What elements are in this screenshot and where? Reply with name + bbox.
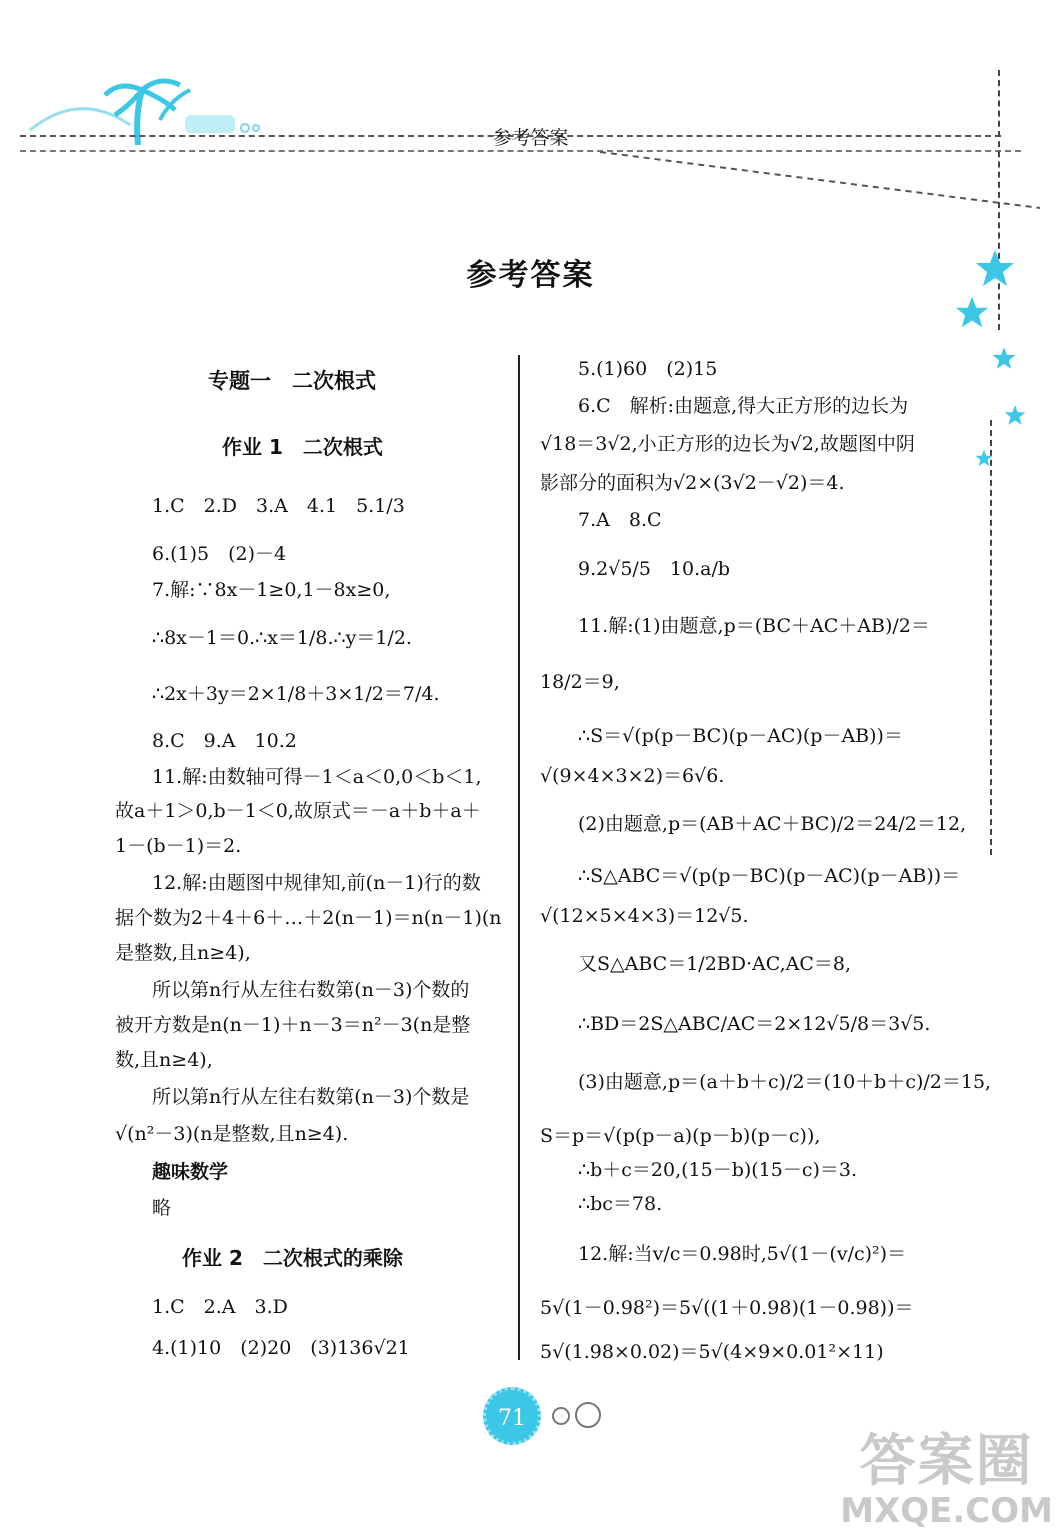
answer-line: 12.解:由题图中规律知,前(n－1)行的数 (152, 872, 481, 894)
answer-line: 数,且n≥4), (115, 1049, 213, 1071)
page-title: 参考答案 (466, 258, 595, 293)
homework-heading: 作业 2 二次根式的乘除 (182, 1246, 403, 1270)
header-diagonal-rule (600, 150, 1040, 210)
watermark-url: MXQE.COM (840, 1491, 1053, 1531)
answer-line: 又S△ABC＝1/2BD·AC,AC＝8, (578, 953, 852, 975)
answer-line: √(12×5×4×3)＝12√5. (540, 905, 749, 927)
answer-line: 18/2＝9, (540, 671, 620, 693)
answer-line: 影部分的面积为√2×(3√2－√2)＝4. (540, 472, 845, 494)
answer-line: 5√(1－0.98²)＝5√((1＋0.98)(1－0.98))＝ (540, 1297, 914, 1319)
answer-line: 12.解:当v/c＝0.98时,5√(1－(v/c)²)＝ (578, 1243, 907, 1265)
answer-line: (3)由题意,p＝(a＋b＋c)/2＝(10＋b＋c)/2＝15, (578, 1071, 992, 1093)
answer-line: 所以第n行从左往右数第(n－3)个数是 (152, 1086, 470, 1108)
answer-line: 5.(1)60 (2)15 (578, 358, 718, 380)
star-icon (975, 449, 993, 467)
answer-line: 1.C 2.D 3.A 4.1 5.1/3 (152, 495, 405, 517)
page-number: 71 (483, 1387, 541, 1445)
watermark (840, 1429, 1053, 1531)
star-icon (992, 346, 1016, 370)
answer-line: 11.解:(1)由题意,p＝(BC＋AC＋AB)/2＝ (578, 615, 930, 637)
answer-line: 略 (152, 1197, 172, 1219)
answer-line: 5√(1.98×0.02)＝5√(4×9×0.01²×11) (540, 1341, 884, 1363)
star-icon (1004, 404, 1026, 426)
answer-line: 11.解:由数轴可得－1＜a＜0,0＜b＜1, (152, 766, 482, 788)
answer-line: ∴S△ABC＝√(p(p－BC)(p－AC)(p－AB))＝ (578, 865, 961, 887)
answer-line: ∴2x＋3y＝2×1/8＋3×1/2＝7/4. (152, 683, 440, 705)
column-separator (518, 355, 520, 1360)
answer-line: 故a＋1＞0,b－1＜0,故原式＝－a＋b＋a＋ (115, 800, 481, 822)
answer-line: 7.A 8.C (578, 509, 662, 531)
answer-line: √(n²－3)(n是整数,且n≥4). (115, 1123, 349, 1145)
answer-line: 1－(b－1)＝2. (115, 835, 242, 857)
answer-line: S＝p＝√(p(p－a)(p－b)(p－c)), (540, 1125, 821, 1147)
answer-line: 1.C 2.A 3.D (152, 1296, 288, 1318)
margin-rule-lower (990, 420, 992, 855)
answer-line: ∴BD＝2S△ABC/AC＝2×12√5/8＝3√5. (578, 1013, 931, 1035)
answer-line: 所以第n行从左往右数第(n－3)个数的 (152, 979, 470, 1001)
answer-line: 9.2√5/5 10.a/b (578, 558, 731, 580)
decor-ring-large (575, 1402, 601, 1428)
answer-line: 被开方数是n(n－1)＋n－3＝n²－3(n是整 (115, 1014, 471, 1036)
decor-ring-small (552, 1407, 570, 1425)
answer-line: 6.C 解析:由题意,得大正方形的边长为 (578, 395, 909, 417)
answer-line: ∴b＋c＝20,(15－b)(15－c)＝3. (578, 1159, 858, 1181)
answer-line: 是整数,且n≥4), (115, 942, 251, 964)
answer-line: ∴S＝√(p(p－BC)(p－AC)(p－AB))＝ (578, 725, 903, 747)
answer-line: ∴8x－1＝0.∴x＝1/8.∴y＝1/2. (152, 627, 412, 649)
answer-line: √(9×4×3×2)＝6√6. (540, 765, 725, 787)
watermark-title: 答案圈 (859, 1429, 1034, 1494)
answer-line: ∴bc＝78. (578, 1193, 663, 1215)
answer-line: 7.解:∵8x－1≥0,1－8x≥0, (152, 579, 391, 601)
answer-line: 6.(1)5 (2)－4 (152, 543, 287, 565)
answer-line: 据个数为2＋4＋6＋…＋2(n－1)＝n(n－1)(n (115, 907, 502, 929)
fun-math-heading: 趣味数学 (152, 1161, 229, 1183)
answer-line: 8.C 9.A 10.2 (152, 730, 297, 752)
running-title: 参考答案 (492, 127, 569, 149)
star-icon (955, 295, 989, 329)
homework-heading: 作业 1 二次根式 (222, 435, 383, 459)
answer-line: (2)由题意,p＝(AB＋AC＋BC)/2＝24/2＝12, (578, 813, 967, 835)
answer-line: 4.(1)10 (2)20 (3)136√21 (152, 1337, 410, 1359)
topic-heading: 专题一 二次根式 (208, 369, 376, 393)
answer-line: √18＝3√2,小正方形的边长为√2,故题图中阴 (540, 433, 915, 455)
